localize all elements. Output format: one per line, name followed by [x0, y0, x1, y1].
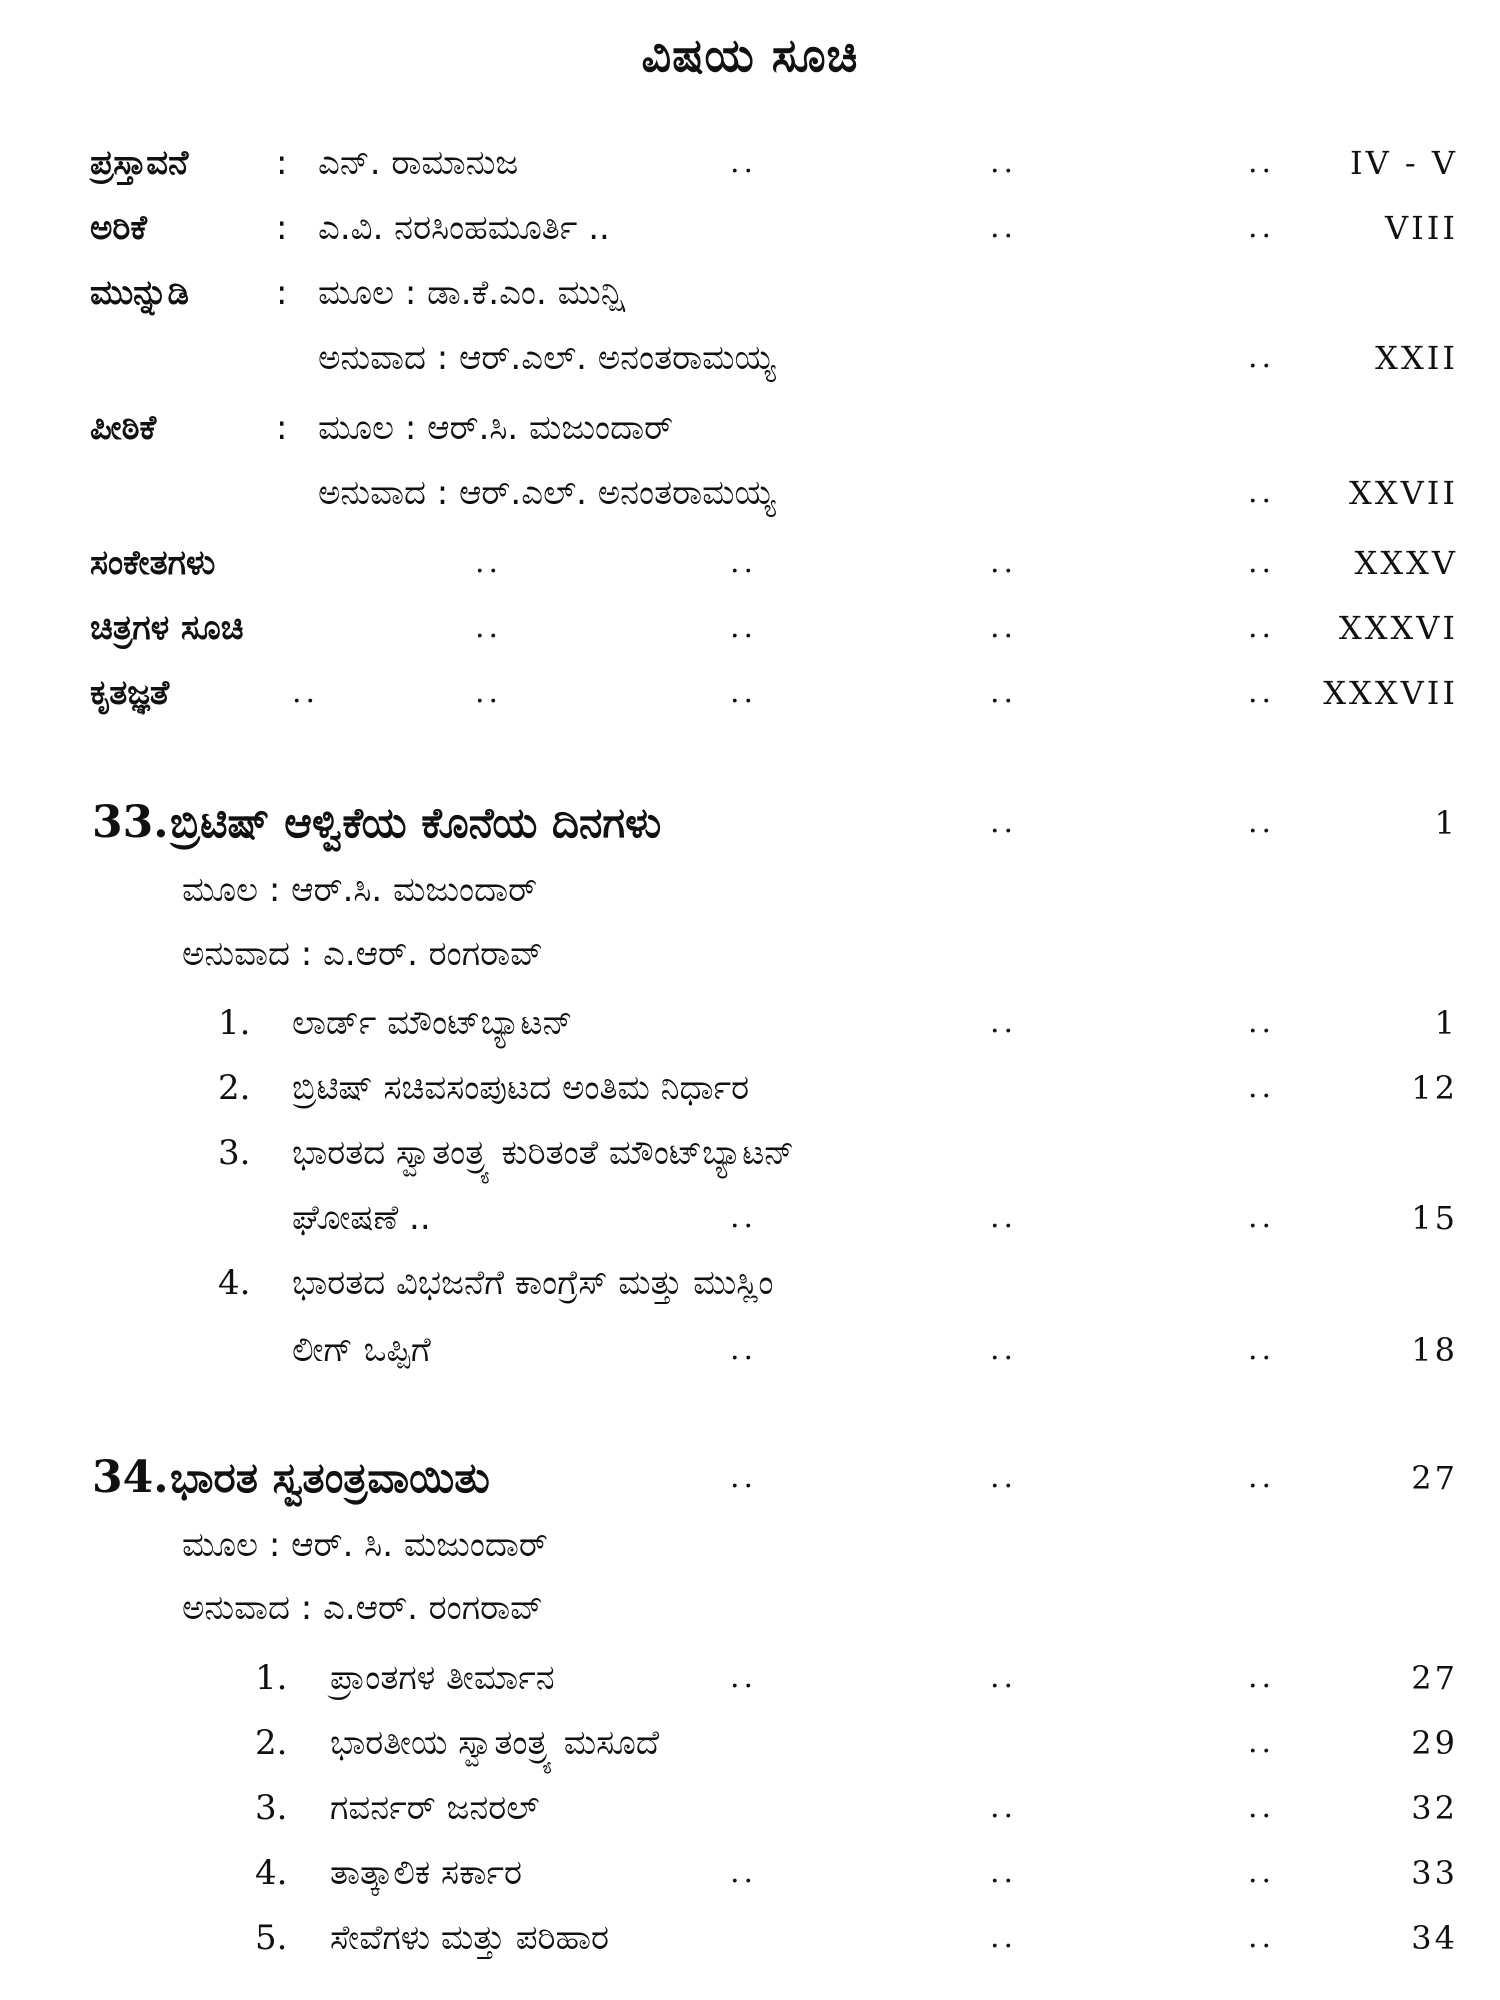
leader-dots: .. — [1248, 1660, 1276, 1695]
chapter-title: ಬ್ರಿಟಿಷ್ ಆಳ್ವಿಕೆಯ ಕೊನೆಯ ದಿನಗಳು — [170, 798, 662, 847]
section-title: ಬ್ರಿಟಿಷ್ ಸಚಿವಸಂಪುಟದ ಅಂತಿಮ ನಿರ್ಧಾರ — [292, 1068, 750, 1108]
section-title: ಸೇವೆಗಳು ಮತ್ತು ಪರಿಹಾರ — [330, 1918, 610, 1958]
toc-entry-introduction — [0, 400, 1500, 456]
toc-entry-arike — [0, 200, 1500, 256]
entry-label: ಸಂಕೇತಗಳು — [90, 543, 216, 583]
leader-dots: .. — [475, 675, 503, 710]
section-number: 4. — [218, 1263, 251, 1303]
section-34-5 — [0, 1910, 1500, 1966]
section-33-3-continued — [0, 1190, 1500, 1246]
entry-colon: : — [276, 143, 288, 183]
chapter-translator: ಅನುವಾದ : ಎ.ಆರ್. ರಂಗರಾವ್ — [182, 1588, 543, 1628]
entry-page-number: XXXVII — [1323, 674, 1458, 712]
section-page-number: 12 — [1411, 1069, 1458, 1107]
leader-dots: .. — [730, 545, 758, 580]
leader-dots: .. — [990, 675, 1018, 710]
leader-dots: .. — [990, 210, 1018, 245]
leader-dots: .. — [730, 675, 758, 710]
chapter-page-number: 1 — [1434, 804, 1458, 842]
leader-dots: .. — [730, 1460, 758, 1495]
section-33-2 — [0, 1060, 1500, 1116]
entry-page-number: XXII — [1375, 339, 1458, 377]
leader-dots: .. — [1248, 1005, 1276, 1040]
section-page-number: 1 — [1434, 1004, 1458, 1042]
section-page-number: 34 — [1411, 1919, 1458, 1957]
leader-dots: .. — [990, 1460, 1018, 1495]
leader-dots: .. — [990, 145, 1018, 180]
entry-label: ಚಿತ್ರಗಳ ಸೂಚಿ — [90, 608, 244, 648]
entry-original: ಮೂಲ : ಡಾ.ಕೆ.ಎಂ. ಮುನ್ಷಿ — [318, 273, 625, 313]
entry-label: ಪ್ರಸ್ತಾವನೆ — [90, 143, 189, 183]
leader-dots: .. — [1248, 1200, 1276, 1235]
section-number: 1. — [255, 1658, 288, 1698]
section-page-number: 33 — [1411, 1854, 1458, 1892]
section-title: ಭಾರತೀಯ ಸ್ವಾತಂತ್ರ್ಯ ಮಸೂದೆ — [330, 1723, 660, 1763]
section-page-number: 15 — [1411, 1199, 1458, 1237]
toc-entry-foreword-translation — [0, 330, 1500, 386]
section-page-number: 18 — [1411, 1331, 1458, 1369]
leader-dots: .. — [990, 1920, 1018, 1955]
leader-dots: .. — [1248, 1070, 1276, 1105]
chapter-title: ಭಾರತ ಸ್ವತಂತ್ರವಾಯಿತು — [170, 1453, 490, 1502]
section-33-4 — [0, 1255, 1500, 1311]
entry-page-number: XXXV — [1354, 544, 1458, 582]
leader-dots: .. — [1248, 805, 1276, 840]
page-title: ವಿಷಯ ಸೂಚಿ — [641, 28, 859, 82]
leader-dots: .. — [990, 1790, 1018, 1825]
entry-page-number: IV - V — [1349, 144, 1458, 182]
chapter-34-original — [0, 1517, 1500, 1573]
entry-colon: : — [276, 408, 288, 448]
entry-colon: : — [276, 273, 288, 313]
section-34-2 — [0, 1715, 1500, 1771]
chapter-33-translation — [0, 926, 1500, 982]
chapter-33-original — [0, 862, 1500, 918]
leader-dots: .. — [1248, 1332, 1276, 1367]
leader-dots: .. — [990, 805, 1018, 840]
leader-dots: .. — [1248, 1725, 1276, 1760]
leader-dots: .. — [292, 675, 320, 710]
section-number: 2. — [255, 1723, 288, 1763]
section-33-3 — [0, 1125, 1500, 1181]
section-title: ಭಾರತದ ಸ್ವಾತಂತ್ರ್ಯ ಕುರಿತಂತೆ ಮೌಂಟ್‌ಬ್ಯಾಟನ್ — [292, 1133, 795, 1173]
chapter-34-heading — [0, 1445, 1500, 1511]
leader-dots: .. — [1248, 340, 1276, 375]
toc-entry-acknowledgements — [0, 665, 1500, 721]
section-number: 1. — [218, 1003, 251, 1043]
entry-translation: ಅನುವಾದ : ಆರ್.ಎಲ್. ಅನಂತರಾಮಯ್ಯ — [318, 338, 776, 378]
section-number: 3. — [218, 1133, 251, 1173]
leader-dots: .. — [990, 1660, 1018, 1695]
leader-dots: .. — [1248, 1855, 1276, 1890]
section-title: ತಾತ್ಕಾಲಿಕ ಸರ್ಕಾರ — [330, 1853, 522, 1893]
entry-label: ಕೃತಜ್ಞತೆ — [90, 673, 170, 713]
entry-page-number: VIII — [1384, 209, 1458, 247]
leader-dots: .. — [730, 1855, 758, 1890]
section-number: 2. — [218, 1068, 251, 1108]
section-34-4 — [0, 1845, 1500, 1901]
entry-label: ಪೀಠಿಕೆ — [90, 408, 157, 448]
leader-dots: .. — [730, 1200, 758, 1235]
chapter-original-author: ಮೂಲ : ಆರ್. ಸಿ. ಮಜುಂದಾರ್ — [182, 1525, 548, 1565]
leader-dots: .. — [730, 145, 758, 180]
chapter-33-heading — [0, 790, 1500, 856]
leader-dots: .. — [990, 1332, 1018, 1367]
entry-author: ಎನ್. ರಾಮಾನುಜ — [318, 143, 519, 183]
leader-dots: .. — [990, 610, 1018, 645]
leader-dots: .. — [990, 1005, 1018, 1040]
leader-dots: .. — [1248, 610, 1276, 645]
section-33-1 — [0, 995, 1500, 1051]
toc-entry-preface — [0, 135, 1500, 191]
leader-dots: .. — [730, 1660, 758, 1695]
section-page-number: 32 — [1411, 1789, 1458, 1827]
leader-dots: .. — [1248, 145, 1276, 180]
section-number: 4. — [255, 1853, 288, 1893]
section-title: ಗವರ್ನರ್ ಜನರಲ್ — [330, 1788, 540, 1828]
chapter-number: 34. — [92, 1452, 169, 1503]
leader-dots: .. — [990, 1855, 1018, 1890]
leader-dots: .. — [1248, 1790, 1276, 1825]
entry-page-number: XXVII — [1349, 474, 1458, 512]
entry-label: ಅರಿಕೆ — [90, 208, 148, 248]
leader-dots: .. — [1248, 210, 1276, 245]
leader-dots: .. — [1248, 1460, 1276, 1495]
entry-label: ಮುನ್ನುಡಿ — [90, 273, 189, 313]
toc-entry-introduction-translation — [0, 465, 1500, 521]
chapter-34-translation — [0, 1580, 1500, 1636]
leader-dots: .. — [1248, 545, 1276, 580]
entry-original: ಮೂಲ : ಆರ್.ಸಿ. ಮಜುಂದಾರ್ — [318, 408, 674, 448]
entry-translation: ಅನುವಾದ : ಆರ್.ಎಲ್. ಅನಂತರಾಮಯ್ಯ — [318, 473, 776, 513]
chapter-number: 33. — [92, 797, 169, 848]
section-title: ಲಾರ್ಡ್ ಮೌಂಟ್‌ಬ್ಯಾಟನ್ — [292, 1003, 573, 1043]
toc-entry-list-of-illustrations — [0, 600, 1500, 656]
leader-dots: .. — [1248, 1920, 1276, 1955]
leader-dots: .. — [475, 545, 503, 580]
toc-entry-foreword — [0, 265, 1500, 321]
section-title-continued: ಘೋಷಣೆ .. — [292, 1198, 431, 1238]
section-page-number: 27 — [1411, 1659, 1458, 1697]
toc-entry-abbreviations — [0, 535, 1500, 591]
section-34-3 — [0, 1780, 1500, 1836]
leader-dots: .. — [475, 610, 503, 645]
entry-page-number: XXXVI — [1338, 609, 1458, 647]
section-number: 5. — [255, 1918, 288, 1958]
section-number: 3. — [255, 1788, 288, 1828]
section-33-4-continued — [0, 1322, 1500, 1378]
leader-dots: .. — [730, 610, 758, 645]
section-34-1 — [0, 1650, 1500, 1706]
leader-dots: .. — [1248, 475, 1276, 510]
chapter-page-number: 27 — [1411, 1459, 1458, 1497]
section-page-number: 29 — [1411, 1724, 1458, 1762]
leader-dots: .. — [1248, 675, 1276, 710]
chapter-original-author: ಮೂಲ : ಆರ್.ಸಿ. ಮಜುಂದಾರ್ — [182, 870, 538, 910]
leader-dots: .. — [730, 1332, 758, 1367]
section-title: ಭಾರತದ ವಿಭಜನೆಗೆ ಕಾಂಗ್ರೆಸ್ ಮತ್ತು ಮುಸ್ಲಿಂ — [292, 1263, 774, 1303]
section-title-continued: ಲೀಗ್ ಒಪ್ಪಿಗೆ — [292, 1330, 431, 1370]
section-title: ಪ್ರಾಂತಗಳ ತೀರ್ಮಾನ — [330, 1658, 555, 1698]
entry-colon: : — [276, 208, 288, 248]
leader-dots: .. — [990, 1200, 1018, 1235]
entry-author: ಎ.ವಿ. ನರಸಿಂಹಮೂರ್ತಿ .. — [318, 208, 610, 248]
leader-dots: .. — [990, 545, 1018, 580]
chapter-translator: ಅನುವಾದ : ಎ.ಆರ್. ರಂಗರಾವ್ — [182, 934, 543, 974]
